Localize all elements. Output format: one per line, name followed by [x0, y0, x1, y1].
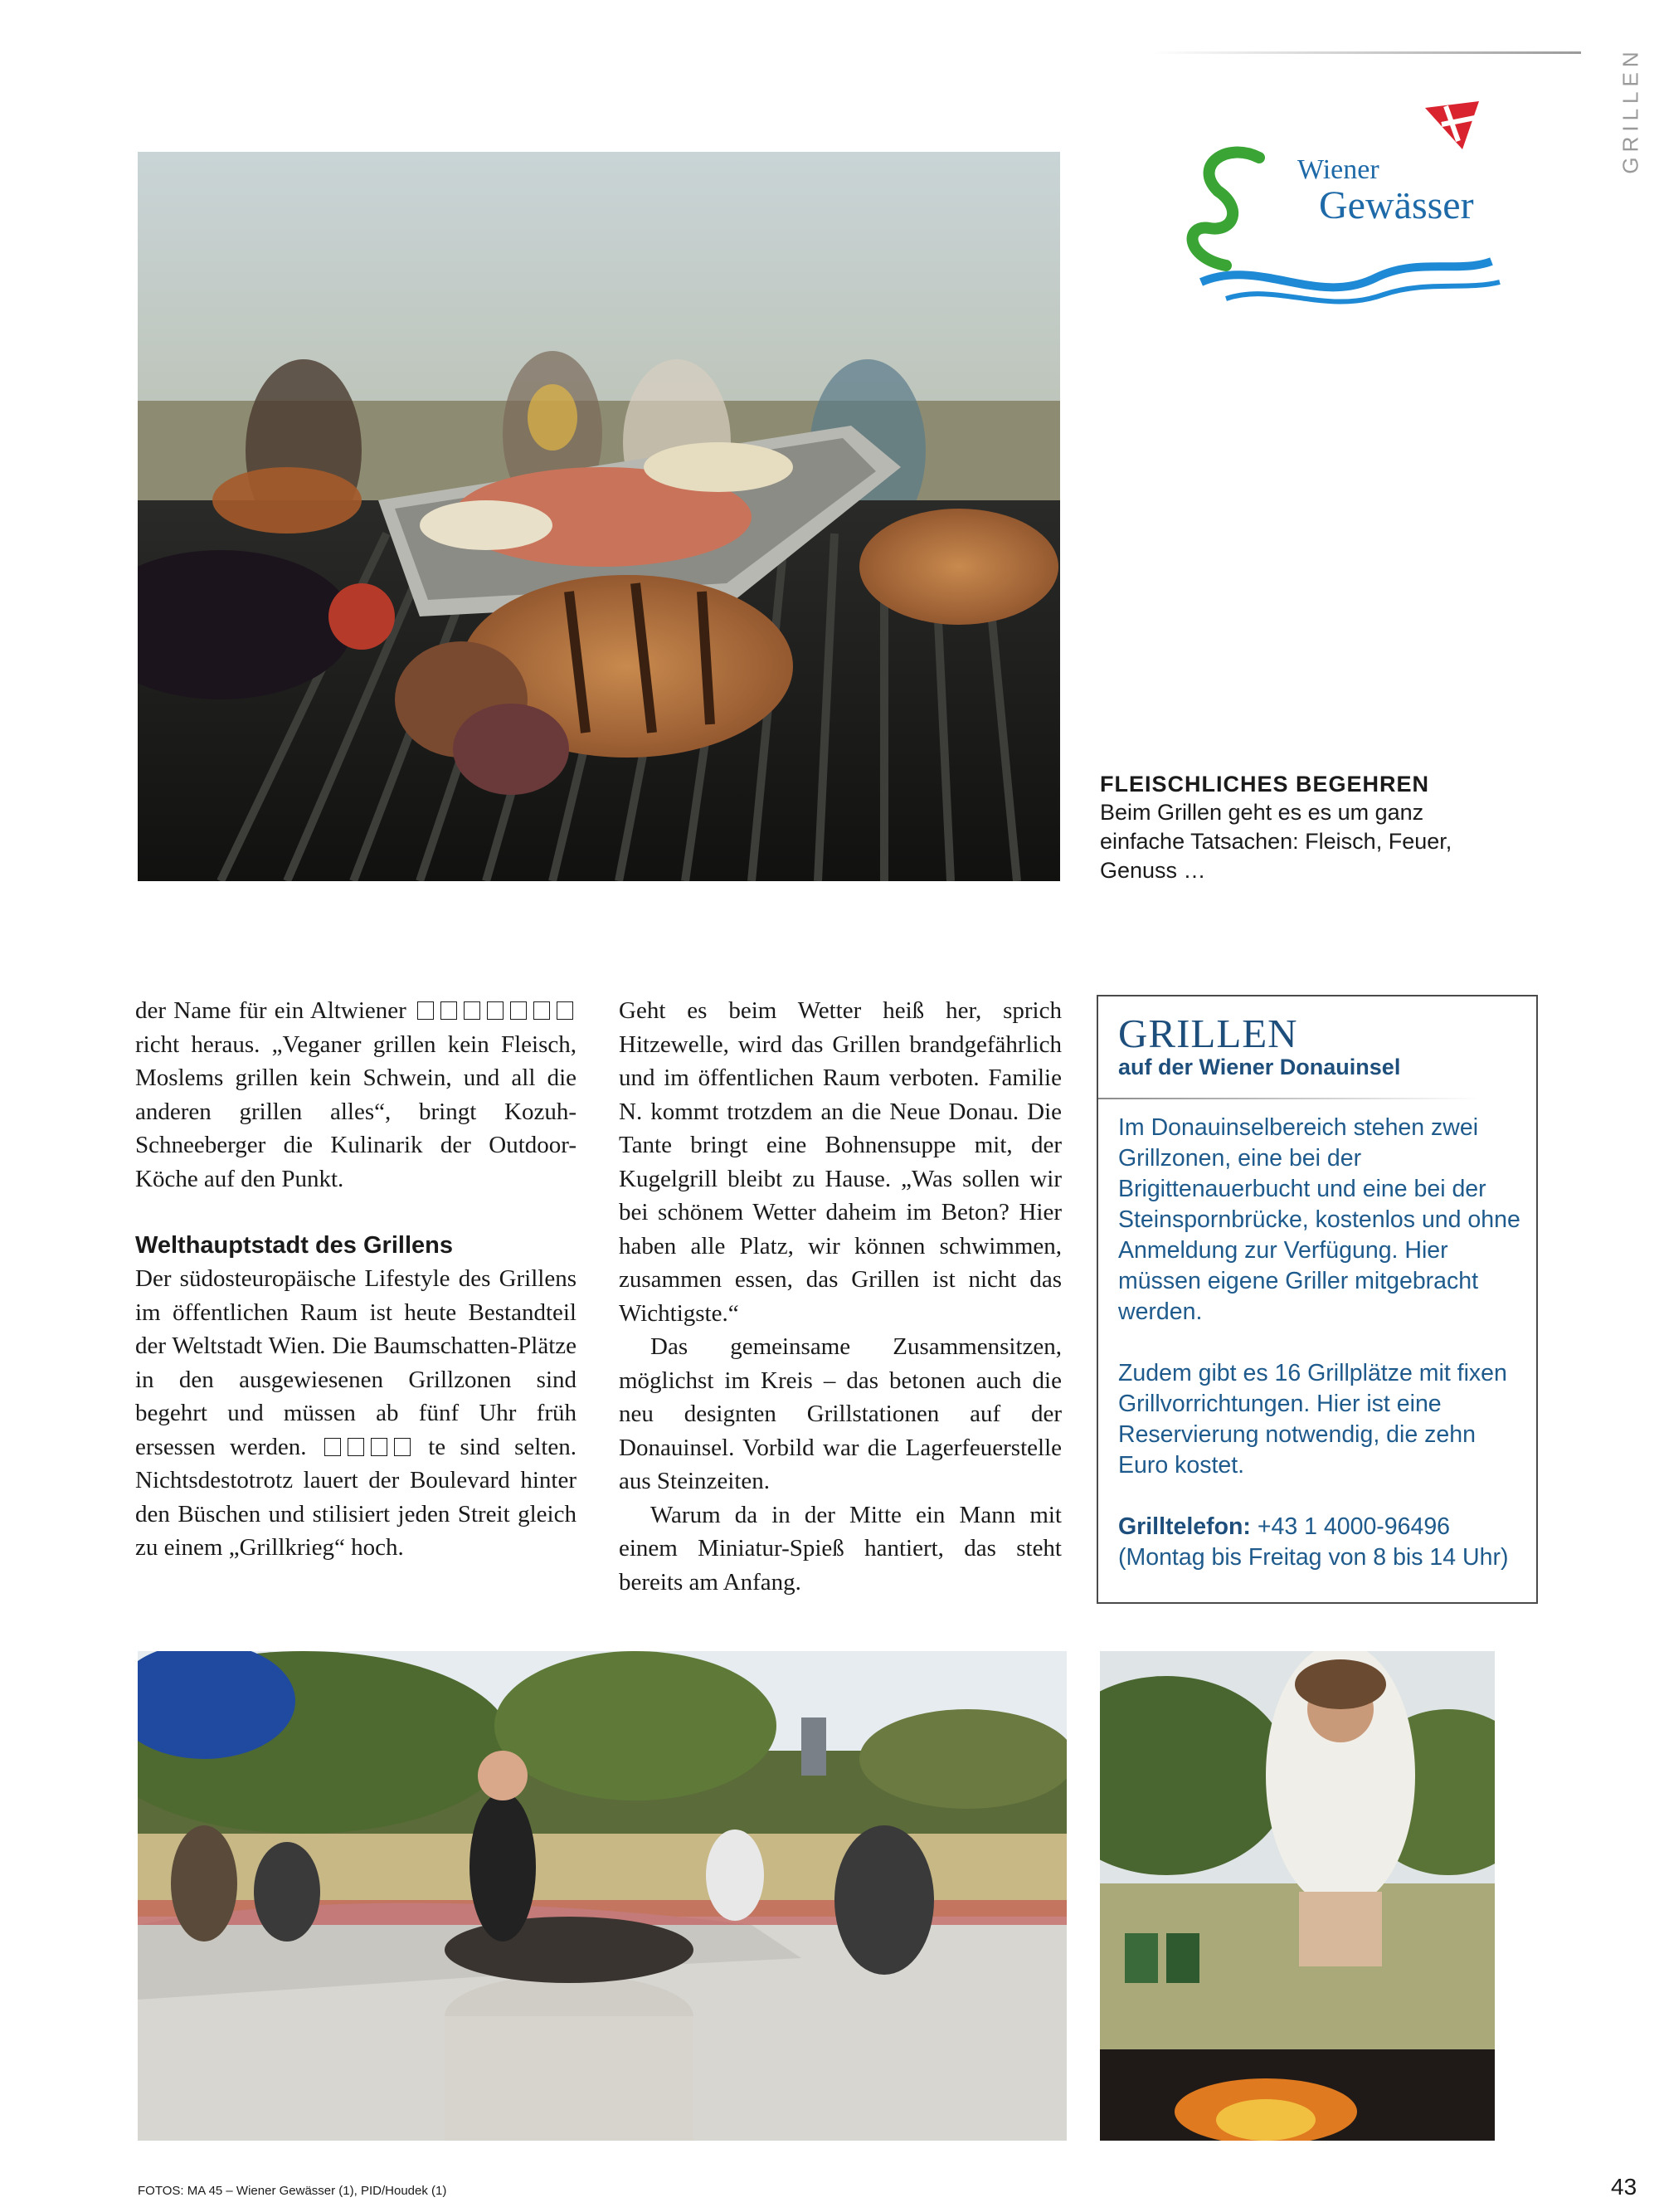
photo-grill-meat — [138, 152, 1060, 881]
article-paragraph: Warum da in der Mitte ein Mann mit einem Miniatur-Spieß hantiert, das steht bereits am Anfang. — [619, 1501, 1062, 1596]
wiener-gewaesser-logo — [1176, 91, 1525, 315]
info-box-contact — [1118, 1512, 1525, 1573]
caption-text: Beim Grillen geht es es um ganz einfache Tatsachen: Fleisch, Feuer, Genuss … — [1100, 800, 1452, 883]
page-number: 43 — [1611, 2174, 1637, 2200]
article-paragraph: Das gemeinsame Zusammensitzen, möglichst im Kreis – das betonen auch die neu designten Grillstationen auf der Donauinsel. Vorbild war die Lagerfeuerstelle aus Steinzeiten. — [619, 1333, 1062, 1494]
logo-text-gewaesser: Gewässer — [1319, 183, 1474, 227]
article-paragraph: Der südosteuropäische Lifestyle des Grillens im öffentlichen Raum ist heute Bestandteil der Weltstadt Wien. Die Baumschatten-Plätze in den ausgewiesenen Grillzonen sind begehrt und müssen ab fünf Uhr früh ersessen werden. te sind selten. Nichtsdestotrotz lauert der Boulevard hinter den Büschen und stilisiert jeden Streit gleich zu einem „Grillkrieg“ hoch. — [135, 1265, 577, 1561]
photo-girl-marshmallow — [1100, 1651, 1495, 2141]
info-box-subtitle: auf der Wiener Donauinsel — [1118, 1055, 1401, 1079]
info-box-paragraph: Zudem gibt es 16 Grillplätze mit fixen Grillvorrichtungen. Hier ist eine Reservierung notwendig, die zehn Euro kostet. — [1118, 1360, 1507, 1479]
article-subheading: Welthauptstadt des Grillens — [135, 1232, 453, 1259]
top-rule — [1151, 51, 1581, 54]
phone-number: +43 1 4000-96496 — [1257, 1513, 1451, 1540]
logo-text-wiener: Wiener — [1297, 154, 1379, 185]
article-column-2 — [619, 994, 1062, 1599]
opening-hours: (Montag bis Freitag von 8 bis 14 Uhr) — [1118, 1544, 1509, 1571]
photo-caption — [1100, 770, 1465, 885]
info-box-paragraph: Im Donauinselbereich stehen zwei Grillzonen, eine bei der Brigittenauerbucht und eine bei der Steinspornbrücke, kostenlos und ohne Anmeldung zur Verfügung. Hier müssen eigene Griller mitgebracht werden. — [1118, 1114, 1520, 1325]
section-tab: GRILLEN — [1618, 46, 1643, 174]
photo-credits: FOTOS: MA 45 – Wiener Gewässer (1), PID/Houdek (1) — [138, 2184, 447, 2198]
caption-title: FLEISCHLICHES BEGEHREN — [1100, 772, 1430, 797]
info-box-body — [1118, 1113, 1525, 1573]
article-column-1 — [135, 994, 577, 1565]
info-box-grillen — [1097, 995, 1538, 1604]
info-box-divider — [1098, 1098, 1480, 1099]
phone-label: Grilltelefon: — [1118, 1513, 1251, 1540]
photo-group-grilling — [138, 1651, 1067, 2141]
article-paragraph: der Name für ein Altwiener richt heraus. „Veganer grillen kein Fleisch, Moslems grillen kein Schwein, und all die anderen grillen alles“, bringt Kozuh-Schneeberger die Kulinarik der Outdoor-Köche auf den Punkt. — [135, 997, 577, 1192]
info-box-title: GRILLEN — [1118, 1011, 1298, 1056]
article-paragraph: Geht es beim Wetter heiß her, sprich Hitzewelle, wird das Grillen brandgefährlich und im öffentlichen Raum verboten. Familie N. kommt trotzdem an die Neue Donau. Die Tante bringt eine Bohnensuppe mit, der Kugelgrill bleibt zu Hause. „Was sollen wir bei schönem Wetter daheim im Beton? Hier haben alle Platz, wir können schwimmen, zusammen essen, das Grillen ist nicht das Wichtigste.“ — [619, 997, 1062, 1327]
